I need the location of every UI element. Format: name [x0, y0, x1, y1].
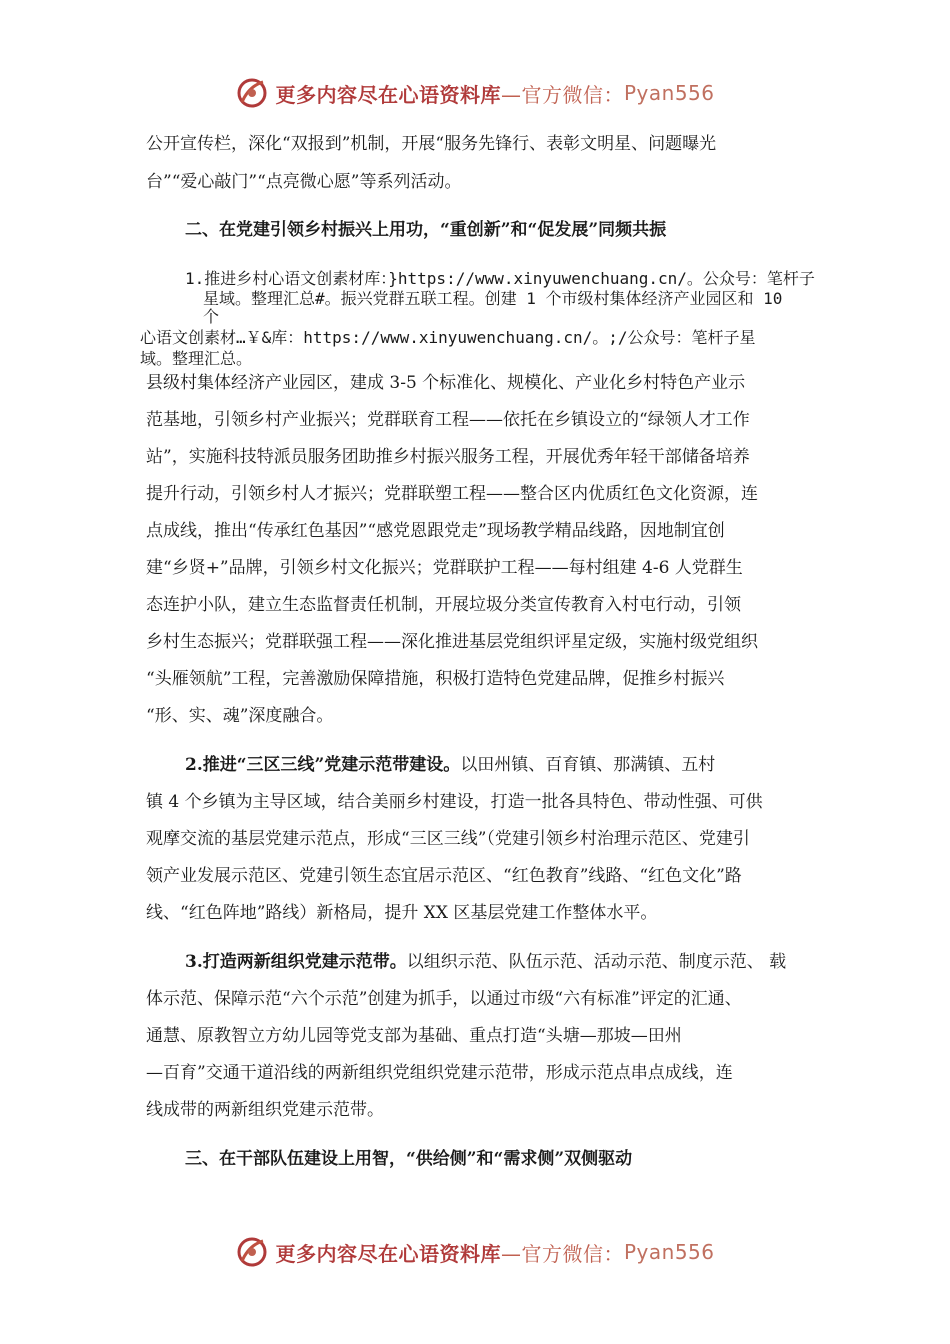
body-line: 范基地，引领乡村产业振兴；党群联育工程——依托在乡镇设立的“绿领人才工作: [146, 410, 750, 430]
numbered-item-2: [185, 754, 715, 776]
body-line: “形、实、魂”深度融合。: [146, 706, 334, 726]
body-line: 镇 4 个乡镇为主导区域，结合美丽乡村建设，打造一批各具特色、带动性强、可供: [146, 792, 763, 812]
body-line: —百育”交通干道沿线的两新组织党组织党建示范带，形成示范点串点成线，连: [146, 1063, 733, 1083]
body-line: 线、“红色阵地”路线）新格局，提升 XX 区基层党建工作整体水平。: [146, 903, 658, 923]
item-2-title: 2.推进“三区三线”党建示范带建设。: [185, 755, 461, 775]
body-line: 建“乡贤+”品牌，引领乡村文化振兴；党群联护工程——每村组建 4-6 人党群生: [146, 558, 743, 578]
body-line: 县级村集体经济产业园区，建成 3-5 个标准化、规模化、产业化乡村特色产业示: [146, 373, 746, 393]
body-line: 态连护小队，建立生态监督责任机制，开展垃圾分类宣传教育入村屯行动，引领: [146, 595, 741, 615]
body-line: 提升行动，引领乡村人才振兴；党群联塑工程——整合区内优质红色文化资源，连: [146, 484, 758, 504]
item-2-text: 以田州镇、百育镇、那满镇、五村: [460, 755, 716, 775]
body-line: 领产业发展示范区、党建引领生态宜居示范区、“红色教育”线路、“红色文化”路: [146, 866, 742, 886]
body-line: 域。整理汇总。: [140, 349, 253, 368]
numbered-item-3: [185, 951, 786, 973]
body-line: “头雁领航”工程，完善激励保障措施，积极打造特色党建品牌，促推乡村振兴: [146, 669, 725, 689]
body-line: 体示范、保障示范“六个示范”创建为抓手，以通过市级“六有标准”评定的汇通、: [146, 989, 742, 1009]
section-heading-3: 三、在干部队伍建设上用智，“供给侧”和“需求侧”双侧驱动: [185, 1149, 633, 1169]
body-line: 乡村生态振兴；党群联强工程——深化推进基层党组织评星定级，实施村级党组织: [146, 632, 758, 652]
body-line: 1.推进乡村心语文创素材库：}https://www.xinyuwenchuang.cn/。公众号：笔杆子: [185, 269, 815, 288]
brush-logo-icon: [235, 1235, 269, 1269]
banner-text-main: 更多内容尽在心语资料库: [275, 1241, 501, 1266]
header-watermark-banner: [0, 73, 950, 113]
item-3-text: 以组织示范、队伍示范、活动示范、制度示范、 载: [406, 952, 787, 972]
body-line: 点成线，推出“传承红色基因”“感党恩跟党走”现场教学精品线路，因地制宜创: [146, 521, 725, 541]
banner-text-id: Pyan556: [623, 1240, 715, 1264]
footer-watermark-banner: [0, 1232, 950, 1272]
body-line: 台”“爱心敲门”“点亮微心愿”等系列活动。: [146, 172, 462, 192]
brush-logo-icon: [235, 76, 269, 110]
body-line: 站”，实施科技特派员服务团助推乡村振兴服务工程，开展优秀年轻干部储备培养: [146, 447, 750, 467]
banner-text-id: Pyan556: [623, 81, 715, 105]
body-line: 通慧、原教智立方幼儿园等党支部为基础、重点打造“头塘—那坡—田州: [146, 1026, 682, 1046]
banner-text-middle: —官方微信：: [500, 82, 624, 107]
banner-text-middle: —官方微信：: [500, 1241, 624, 1266]
body-line: 线成带的两新组织党建示范带。: [146, 1100, 384, 1120]
body-line: 个: [203, 307, 220, 326]
body-line: 公开宣传栏，深化“双报到”机制，开展“服务先锋行、表彰文明星、问题曝光: [146, 134, 717, 154]
body-line: 星域。整理汇总#。振兴党群五联工程。创建 1 个市级村集体经济产业园区和 10: [203, 289, 783, 308]
section-heading-2: 二、在党建引领乡村振兴上用功，“重创新”和“促发展”同频共振: [185, 220, 667, 240]
body-line: 心语文创素材…￥&库：https://www.xinyuwenchuang.cn/。;/公众号：笔杆子星: [140, 328, 756, 347]
banner-text-main: 更多内容尽在心语资料库: [275, 82, 501, 107]
body-line: 观摩交流的基层党建示范点，形成“三区三线”（党建引领乡村治理示范区、党建引: [146, 829, 750, 849]
item-3-title: 3.打造两新组织党建示范带。: [185, 952, 407, 972]
